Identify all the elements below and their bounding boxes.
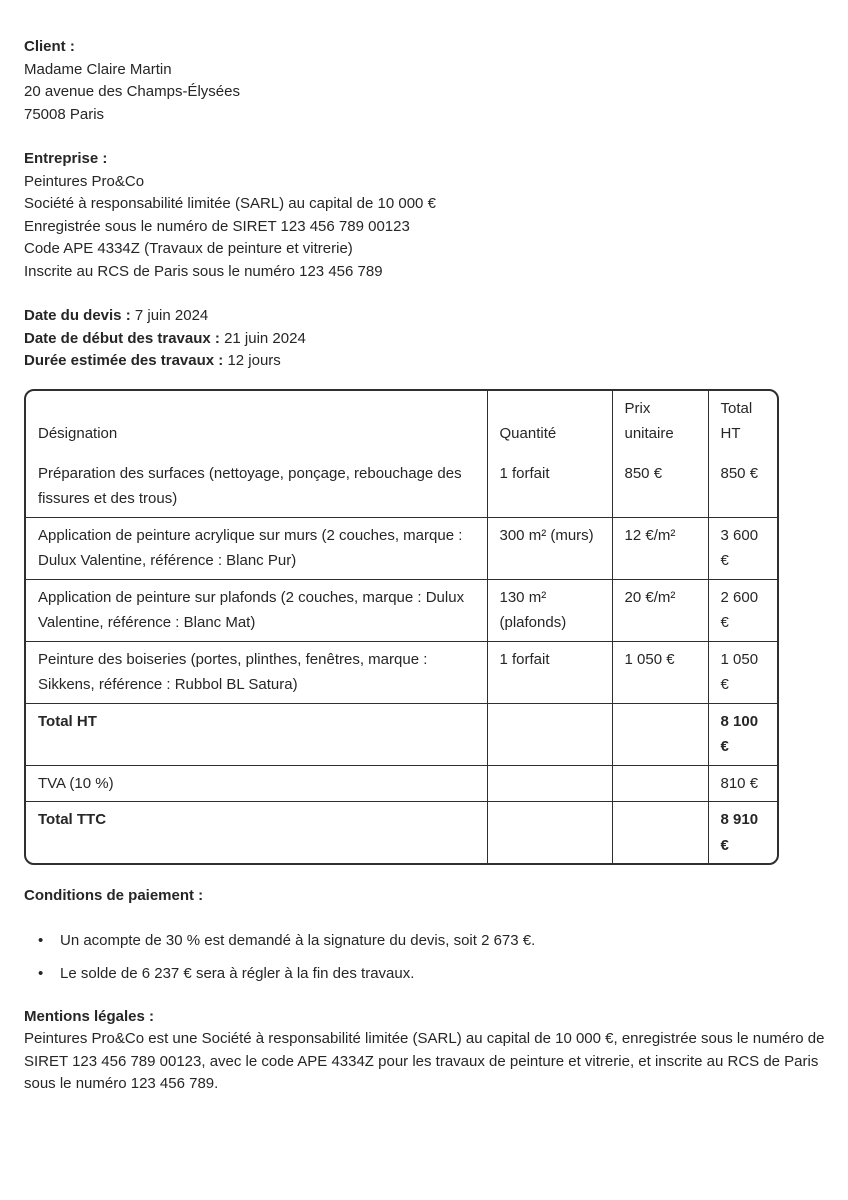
entreprise-rcs: Inscrite au RCS de Paris sous le numéro 123 456 789 [24,262,383,280]
cell-quantite: 1 forfait [487,641,612,703]
list-item [24,963,828,986]
tva-row [26,765,777,802]
table-row [26,456,777,518]
cell-designation: Application de peinture acrylique sur murs (2 couches, marque : Dulux Valentine, référence : Blanc Pur) [26,517,487,579]
client-section [24,36,828,126]
bullet-icon: • [38,931,44,949]
client-name: Madame Claire Martin [24,60,172,78]
cell-prix: 12 €/m² [612,517,708,579]
quote-table [24,389,779,866]
cell-quantite: 130 m² (plafonds) [487,579,612,641]
entreprise-ape: Code APE 4334Z (Travaux de peinture et vitrerie) [24,240,353,257]
client-address-city: 75008 Paris [24,105,105,123]
cell-designation: Préparation des surfaces (nettoyage, ponçage, rebouchage des fissures et des trous) [26,456,487,518]
dates-section [24,305,828,373]
payment-bullet-text: Le solde de 6 237 € sera à régler à la fin des travaux. [60,965,415,982]
tva-value: 810 € [708,765,777,802]
table-row [26,641,777,703]
cell-quantite: 300 m² (murs) [487,517,612,579]
date-debut-value: 21 juin 2024 [224,329,306,347]
empty-cell [612,802,708,864]
header-prix-unitaire: Prix unitaire [612,391,708,456]
empty-cell [487,703,612,765]
date-devis-value: 7 juin 2024 [134,307,209,324]
cell-prix: 20 €/m² [612,579,708,641]
total-ht-label: Total HT [26,703,487,765]
empty-cell [612,703,708,765]
cell-quantite: 1 forfait [487,456,612,518]
payment-bullet-text: Un acompte de 30 % est demandé à la signature du devis, soit 2 673 €. [60,931,536,949]
cell-prix: 850 € [612,456,708,518]
header-designation: Désignation [26,391,487,456]
header-total-ht: Total HT [720,399,753,442]
date-debut-label: Date de début des travaux : [24,329,220,347]
entreprise-legal-form: Société à responsabilité limitée (SARL) au capital de 10 000 € [24,195,436,212]
header-quantite: Quantité [487,391,612,456]
duree-travaux [24,350,828,373]
cell-designation: Application de peinture sur plafonds (2 couches, marque : Dulux Valentine, référence : Blanc Mat) [26,579,487,641]
list-item [24,930,828,953]
duree-travaux-label: Durée estimée des travaux : [24,352,224,369]
total-ttc-value: 8 910 € [720,811,759,854]
entreprise-name: Peintures Pro&Co [24,172,145,190]
payment-heading: Conditions de paiement : [24,887,204,904]
table-row [26,517,777,579]
cell-total: 1 050 € [708,641,777,703]
legal-section [24,1006,828,1096]
payment-bullet-list [24,930,828,986]
client-heading: Client : [24,38,75,55]
payment-section [24,885,828,986]
empty-cell [487,765,612,802]
empty-cell [612,765,708,802]
cell-total: 2 600 € [708,579,777,641]
date-devis [24,305,828,328]
tva-label: TVA (10 %) [26,765,487,802]
cell-designation: Peinture des boiseries (portes, plinthes, fenêtres, marque : Sikkens, référence : Rubbol BL Satura) [26,641,487,703]
entreprise-siret: Enregistrée sous le numéro de SIRET 123 456 789 00123 [24,217,410,235]
cell-total: 3 600 € [708,517,777,579]
duree-travaux-value: 12 jours [227,352,281,369]
legal-heading: Mentions légales : [24,1007,155,1025]
empty-cell [487,802,612,864]
cell-total: 850 € [708,456,777,518]
table-row [26,579,777,641]
cell-prix: 1 050 € [612,641,708,703]
total-ht-row [26,703,777,765]
table-header-row [26,391,777,456]
entreprise-heading: Entreprise : [24,150,108,167]
total-ttc-row [26,802,777,864]
total-ttc-label: Total TTC [26,802,487,864]
quote-table-grid [26,391,777,864]
date-devis-label: Date du devis : [24,307,131,324]
legal-text: Peintures Pro&Co est une Société à responsabilité limitée (SARL) au capital de 10 000 €, enregistrée sous le numéro de SIRET 123 456 789 00123, avec le code APE 4334Z pour les travaux de peinture et vitrerie, et inscrite au RCS de Paris sous le numéro 123 456 789. [24,1030,825,1092]
bullet-icon: • [38,965,44,982]
total-ht-value: 8 100 € [708,703,777,765]
entreprise-section [24,148,828,283]
client-address-street: 20 avenue des Champs-Élysées [24,83,240,100]
date-debut [24,328,828,351]
